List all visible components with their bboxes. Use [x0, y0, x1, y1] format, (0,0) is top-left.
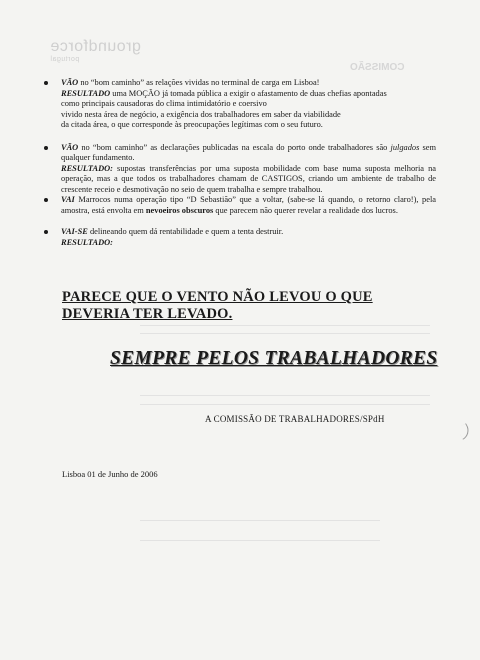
bleed-through-line	[140, 333, 430, 334]
bullet-text: no “bom caminho” as declarações publicadas na escala do porto onde trabalhadores são	[78, 142, 391, 152]
headline: PARECE QUE O VENTO NÃO LEVOU O QUE DEVERIA TER LEVADO.	[62, 289, 373, 322]
bullet-text: delineando quem dá rentabilidade e quem a tenta destruir.	[87, 227, 284, 236]
bullet-keyword: VAI	[61, 195, 75, 204]
result-text: vivido nesta área de negócio, a exigência dos trabalhadores em saber da viabilidade	[61, 109, 341, 119]
bleed-through-line	[140, 395, 430, 396]
date-line: Lisboa 01 de Junho de 2006	[62, 469, 158, 479]
bleed-through-line	[140, 404, 430, 405]
slogan: SEMPRE PELOS TRABALHADORES	[110, 348, 438, 369]
bullet-item-marrocos	[61, 195, 436, 216]
bullet-text-bold: nevoeiros obscuros	[145, 205, 214, 215]
bleed-through-line	[140, 520, 380, 521]
bullet-dot-icon	[44, 146, 48, 150]
bullet-text: sem qualquer fundamento.	[61, 142, 436, 162]
bleed-logo-text: groundforce	[50, 38, 141, 55]
result-text: da citada área, o que corresponde às preocupações legítimas com o seu futuro.	[61, 120, 323, 129]
bullet-item-rentabilidade	[44, 227, 436, 248]
bleed-through-logo	[50, 38, 141, 63]
result-text: supostas transferências por uma suposta mobilidade com base numa suposta melhoria na operação, mas a que todos os trabalhadores chamam de CASTIGOS, criando um ambiente de trabalho de crescente receio e desmotivação no seio de quem trabalha e sempre trabalhou.	[61, 163, 436, 194]
bleed-through-heading: COMISSÃO	[350, 62, 405, 73]
bullet-item-porto	[44, 143, 436, 217]
bleed-through-line	[140, 325, 430, 326]
bullet-keyword: VÃO	[61, 142, 79, 152]
result-label: RESULTADO:	[61, 237, 113, 247]
signature: A COMISSÃO DE TRABALHADORES/SPdH	[205, 414, 385, 424]
bullet-dot-icon	[44, 230, 48, 234]
bullet-keyword: VÃO	[61, 78, 79, 87]
bleed-through-line	[140, 540, 380, 541]
result-label: RESULTADO:	[61, 163, 113, 173]
result-label: RESULTADO	[61, 88, 111, 98]
bleed-logo-sub: portugal	[50, 56, 80, 63]
bullet-text: que parecem não querer revelar a realidade dos lucros.	[213, 205, 398, 215]
bullet-keyword: VAI-SE	[61, 227, 88, 236]
bullet-text: no “bom caminho” as relações vividas no terminal de carga em Lisboa!	[78, 78, 320, 87]
bullet-dot-icon	[44, 198, 48, 202]
bullet-dot-icon	[44, 81, 48, 85]
hole-punch-mark	[456, 423, 472, 440]
bullet-text: Marrocos numa operação tipo “D Sebastião” que a voltar, (sabe-se lá quando, o retorno claro!), pela amostra, está envolta em	[61, 195, 436, 215]
result-text: uma MOÇÃO já tomada pública a exigir o afastamento de duas chefias apontadas	[110, 88, 387, 98]
result-text: como principais causadoras do clima intimidatório e coersivo	[61, 99, 267, 108]
bullet-item-cargo	[44, 78, 436, 131]
bullet-list	[44, 78, 436, 255]
bullet-text-italic: julgados	[390, 142, 420, 152]
